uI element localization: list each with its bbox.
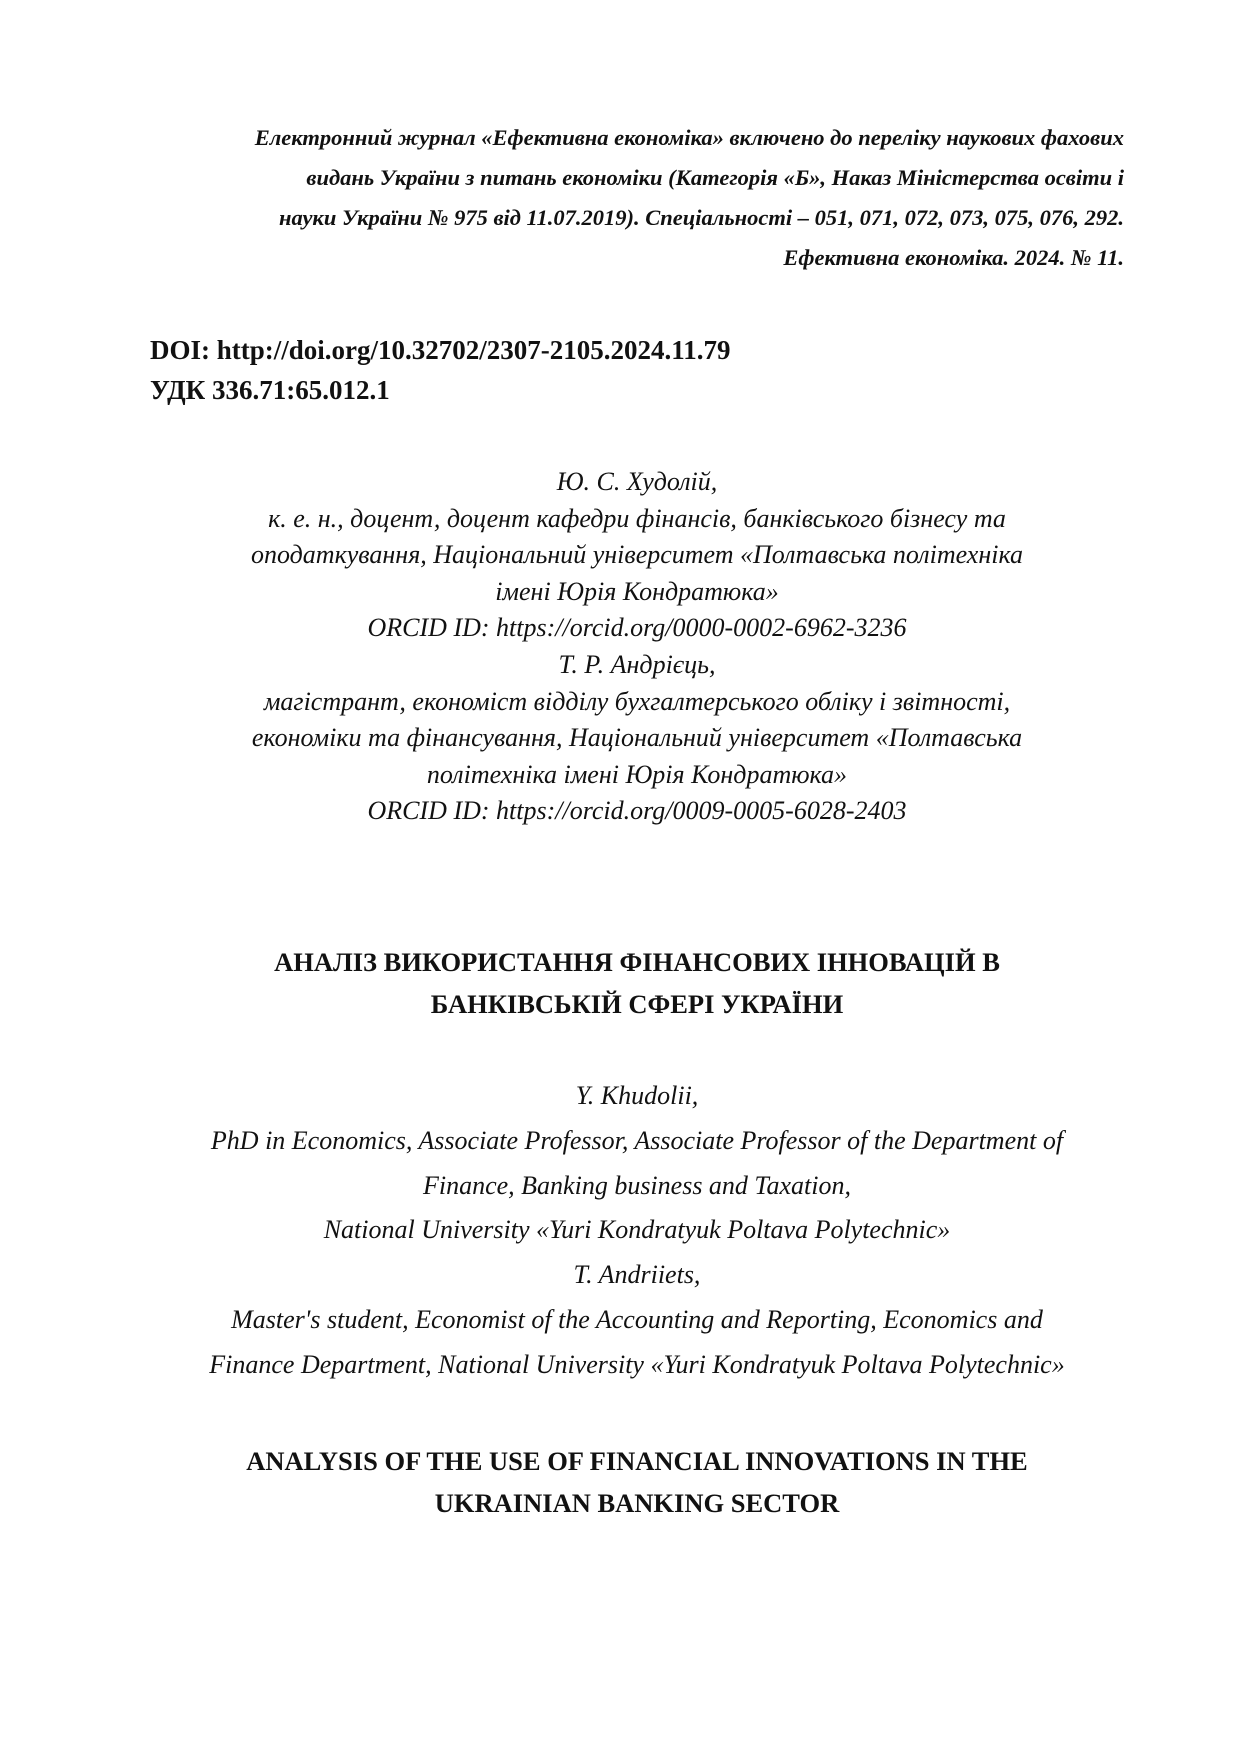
author-2-affiliation-en-line-2: Finance Department, National University «Yuri Kondratyuk Poltava Polytechnic» [209, 1349, 1065, 1379]
article-title-english [150, 1440, 1124, 1524]
author-2-affiliation-line-1: магістрант, економіст відділу бухгалтерського обліку і звітності, [263, 686, 1011, 716]
author-2-name-ua: Т. Р. Андрієць, [558, 649, 716, 679]
article-title-ukrainian [150, 941, 1124, 1025]
title-ua-line-2: БАНКІВСЬКІЙ СФЕРІ УКРАЇНИ [430, 989, 844, 1019]
journal-header-line-2: видань України з питань економіки (Категорія «Б», Наказ Міністерства освіти і [306, 165, 1124, 190]
author-1-affiliation-line-2: оподаткування, Національний університет «Полтавська політехніка [251, 540, 1023, 570]
journal-header-line-1: Електронний журнал «Ефективна економіка» включено до переліку наукових фахових [254, 125, 1124, 150]
author-2-name-en: T. Andriiets, [573, 1260, 701, 1290]
authors-ukrainian [150, 464, 1124, 830]
author-2-affiliation-line-2: економіки та фінансування, Національний університет «Полтавська [251, 723, 1023, 753]
doi-line: DOI: http://doi.org/10.32702/2307-2105.2024.11.79 [150, 335, 731, 365]
journal-header [150, 118, 1124, 278]
title-ua-line-1: АНАЛІЗ ВИКОРИСТАННЯ ФІНАНСОВИХ ІННОВАЦІЙ В [274, 947, 1000, 977]
author-1-affiliation-en-line-2: Finance, Banking business and Taxation, [422, 1170, 851, 1200]
journal-issue-line: Ефективна економіка. 2024. № 11. [783, 245, 1124, 270]
journal-header-line-3: науки України № 975 від 11.07.2019). Спеціальності – 051, 071, 072, 073, 075, 076, 292. [279, 205, 1124, 230]
author-1-name-en: Y. Khudolii, [575, 1081, 699, 1110]
udk-line: УДК 336.71:65.012.1 [150, 375, 390, 405]
author-1-name-ua: Ю. С. Худолій, [556, 467, 718, 496]
author-2-affiliation-line-3: політехніка імені Юрія Кондратюка» [426, 759, 848, 789]
author-1-orcid: ORCID ID: https://orcid.org/0000-0002-6962-3236 [367, 613, 907, 643]
author-1-affiliation-line-1: к. е. н., доцент, доцент кафедри фінансів, банківського бізнесу та [268, 503, 1006, 533]
author-1-affiliation-line-3: імені Юрія Кондратюка» [495, 576, 779, 606]
author-2-affiliation-en-line-1: Master's student, Economist of the Accounting and Reporting, Economics and [231, 1304, 1043, 1334]
article-identifiers [150, 330, 731, 410]
author-2-orcid: ORCID ID: https://orcid.org/0009-0005-6028-2403 [367, 796, 907, 826]
authors-english [150, 1074, 1124, 1388]
title-en-line-2: UKRAINIAN BANKING SECTOR [434, 1488, 840, 1518]
title-en-line-1: ANALYSIS OF THE USE OF FINANCIAL INNOVATIONS IN THE [246, 1446, 1028, 1476]
author-1-affiliation-en-line-3: National University «Yuri Kondratyuk Poltava Polytechnic» [323, 1215, 951, 1245]
author-1-affiliation-en-line-1: PhD in Economics, Associate Professor, Associate Professor of the Department of [210, 1125, 1064, 1155]
